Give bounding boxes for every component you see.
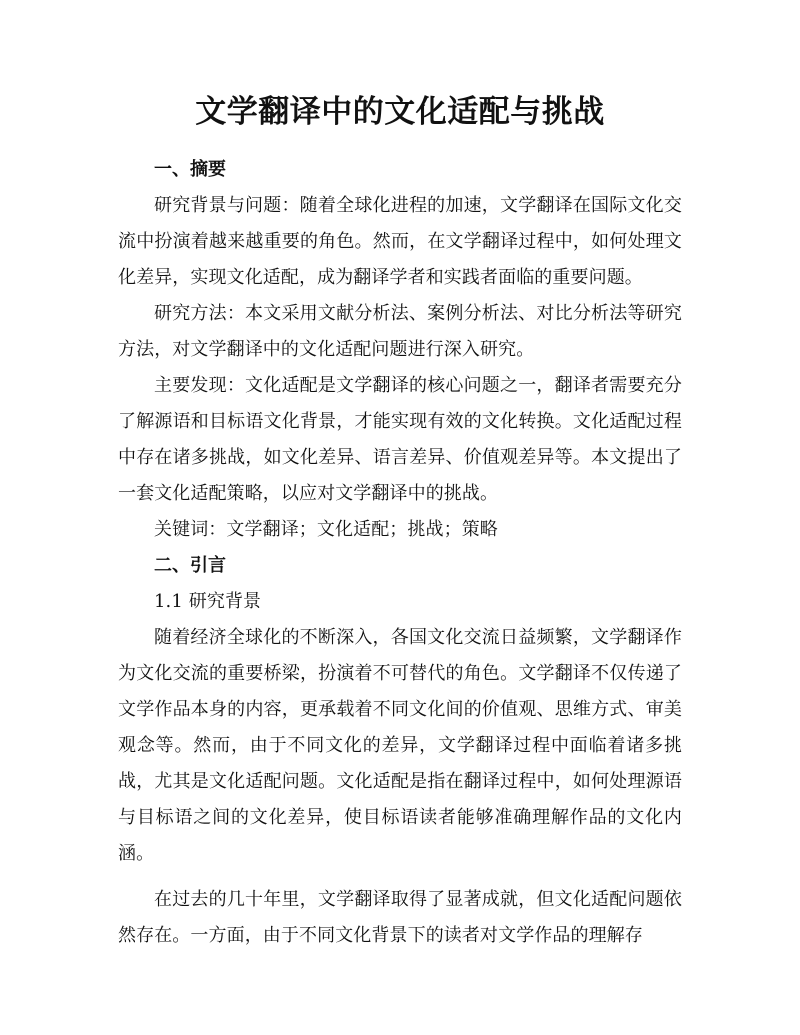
introduction-heading: 二、引言 <box>154 555 226 576</box>
introduction-paragraph-1: 随着经济全球化的不断深入，各国文化交流日益频繁，文学翻译作为文化交流的重要桥梁，扮演着不可替代的角色。文学翻译不仅传递了文学作品本身的内容，更承载着不同文化间的价值观、思维方式、审美观念等。然而，由于不同文化的差异，文学翻译过程中面临着诸多挑战，尤其是文化适配问题。文化适配是指在翻译过程中，如何处理源语与目标语之间的文化差异，使目标语读者能够准确理解作品的文化内涵。 <box>118 627 682 864</box>
introduction-paragraph-2: 在过去的几十年里，文学翻译取得了显著成就，但文化适配问题依然存在。一方面，由于不同文化背景下的读者对文学作品的理解存 <box>118 889 682 946</box>
abstract-heading: 一、摘要 <box>154 159 226 180</box>
abstract-methods-paragraph: 研究方法：本文采用文献分析法、案例分析法、对比分析法等研究方法，对文学翻译中的文化适配问题进行深入研究。 <box>118 303 682 360</box>
keywords-list: 文学翻译；文化适配；挑战；策略 <box>226 519 498 540</box>
keywords-label: 关键词： <box>154 519 227 540</box>
document-title: 文学翻译中的文化适配与挑战 <box>195 94 605 130</box>
keywords-paragraph <box>118 512 682 548</box>
abstract-findings-paragraph: 主要发现：文化适配是文学翻译的核心问题之一，翻译者需要充分了解源语和目标语文化背景，才能实现有效的文化转换。文化适配过程中存在诸多挑战，如文化差异、语言差异、价值观差异等。本文提出了一套文化适配策略，以应对文学翻译中的挑战。 <box>118 375 682 504</box>
abstract-background-paragraph: 研究背景与问题：随着全球化进程的加速，文学翻译在国际文化交流中扮演着越来越重要的角色。然而，在文学翻译过程中，如何处理文化差异，实现文化适配，成为翻译学者和实践者面临的重要问题。 <box>118 195 682 288</box>
research-background-subheading: 1.1 研究背景 <box>154 591 262 612</box>
